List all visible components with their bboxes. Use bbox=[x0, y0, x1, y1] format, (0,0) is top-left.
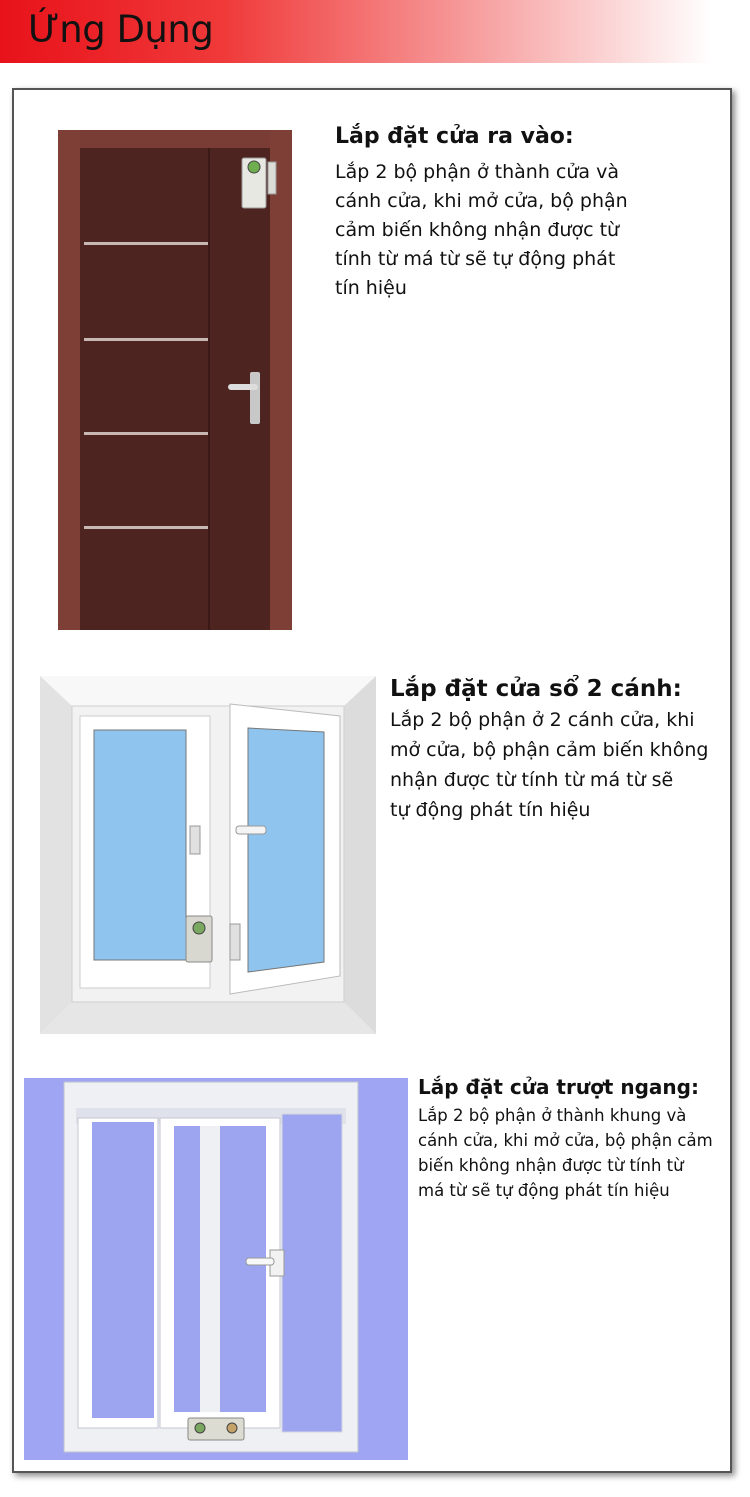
section-description-sliding: Lắp 2 bộ phận ở thành khung và cánh cửa, khi mở cửa, bộ phận cảm biến không nhận được từ tính từ má từ sẽ tự động phát tín hiệu bbox=[418, 1106, 713, 1200]
section-title-door: Lắp đặt cửa ra vào: bbox=[335, 124, 574, 149]
section-description-casement: Lắp 2 bộ phận ở 2 cánh cửa, khi mở cửa, bộ phận cảm biến không nhận được từ tính từ má từ sẽ tự động phát tín hiệu bbox=[390, 709, 709, 821]
door-image bbox=[58, 130, 292, 630]
section-title-casement: Lắp đặt cửa sổ 2 cánh: bbox=[390, 676, 682, 702]
sliding-window-image bbox=[24, 1078, 408, 1460]
casement-window-image bbox=[40, 676, 376, 1034]
section-description-door: Lắp 2 bộ phận ở thành cửa và cánh cửa, khi mở cửa, bộ phận cảm biến không nhận được từ tính từ má từ sẽ tự động phát tín hiệu bbox=[335, 161, 628, 299]
section-title-sliding: Lắp đặt cửa trượt ngang: bbox=[418, 1075, 699, 1099]
page-title: Ứng Dụng bbox=[28, 8, 214, 51]
header-banner bbox=[0, 0, 750, 63]
